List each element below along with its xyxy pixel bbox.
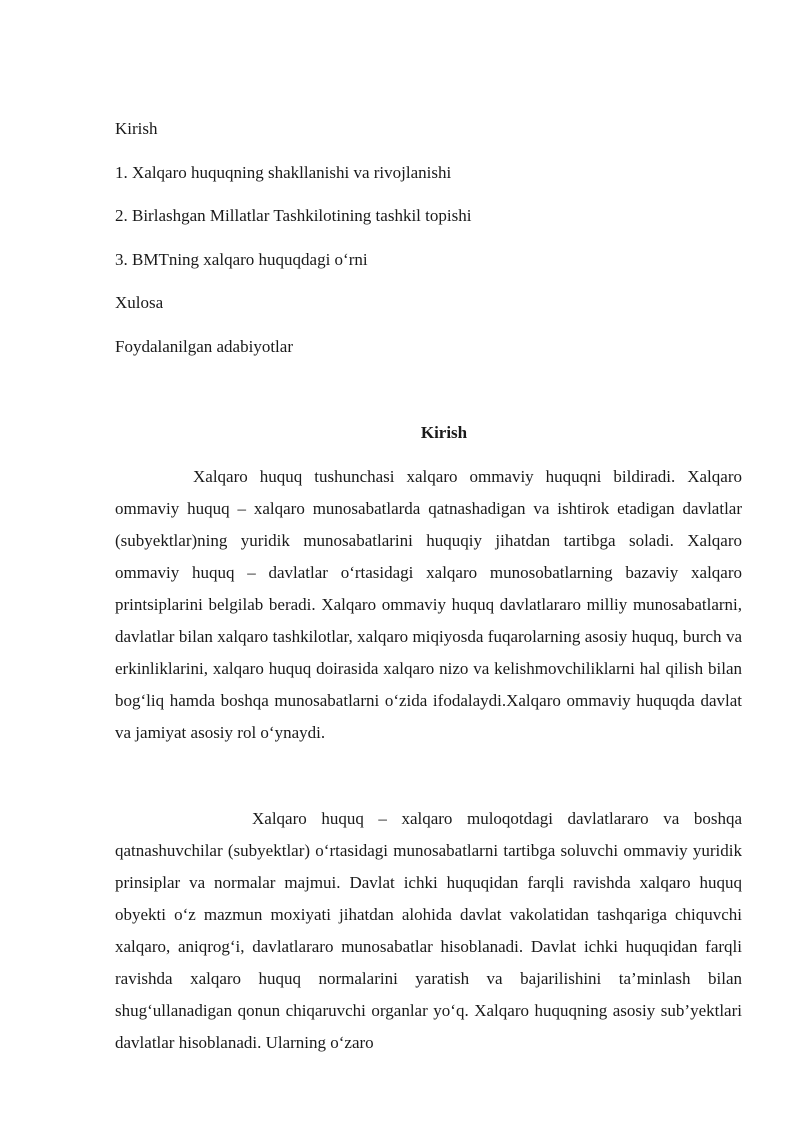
toc-item-conclusion: Xulosa <box>115 293 164 313</box>
body-paragraph: Xalqaro huquq tushunchasi xalqaro ommaviy huquqni bildiradi. Xalqaro ommaviy huquq – xalqaro munosabatlarda qatnashadigan va ishtirok etadigan davlatlar (subyektlar)ning yuridik munosabatlarini huquqiy jihatdan tartibga soladi. Xalqaro ommaviy huquq – davlatlar o‘rtasidagi xalqaro munosobatlarning bazaviy xalqaro printsiplarini belgilab beradi. Xalqaro ommaviy huquq davlatlararo milliy munosabatlarni, davlatlar bilan xalqaro tashkilotlar, xalqaro miqiyosda fuqarolarning asosiy huquq, burch va erkinliklarini, xalqaro huquq doirasida xalqaro nizo va kelishmovchiliklarni hal qilish bilan bog‘liq hamda boshqa munosabatlarni o‘zida ifodalaydi.Xalqaro ommaviy huquqda davlat va jamiyat asosiy rol o‘ynaydi. <box>115 467 742 742</box>
toc-item-chapter-3: 3. BMTning xalqaro huquqdagi o‘rni <box>115 249 368 269</box>
body-paragraph: Xalqaro huquq – xalqaro muloqotdagi davlatlararo va boshqa qatnashuvchilar (subyektlar) o‘rtasidagi munosabatlarni tartibga soluvchi ommaviy yuridik prinsiplar va normalar majmui. Davlat ichki huquqidan farqli ravishda xalqaro huquq obyekti o‘z mazmun moxiyati jihatdan alohida davlat vakolatidan tashqariga chiquvchi xalqaro, aniqrog‘i, davlatlararo munosabatlar hisoblanadi. Davlat ichki huquqidan farqli ravishda xalqaro huquq normalarini yaratish va bajarilishini ta’minlash bilan shug‘ullanadigan qonun chiqaruvchi organlar yo‘q. Xalqaro huquqning asosiy sub’yektlari davlatlar hisoblanadi. Ularning o‘zaro <box>115 809 742 1052</box>
toc-item-introduction: Kirish <box>115 119 158 138</box>
toc-item-chapter-1: 1. Xalqaro huquqning shakllanishi va rivojlanishi <box>115 162 452 182</box>
toc-item-references: Foydalanilgan adabiyotlar <box>115 336 293 356</box>
table-of-contents <box>115 118 745 380</box>
section-heading: Kirish <box>420 423 468 442</box>
toc-item-chapter-2: 2. Birlashgan Millatlar Tashkilotining tashkil topishi <box>115 206 472 226</box>
